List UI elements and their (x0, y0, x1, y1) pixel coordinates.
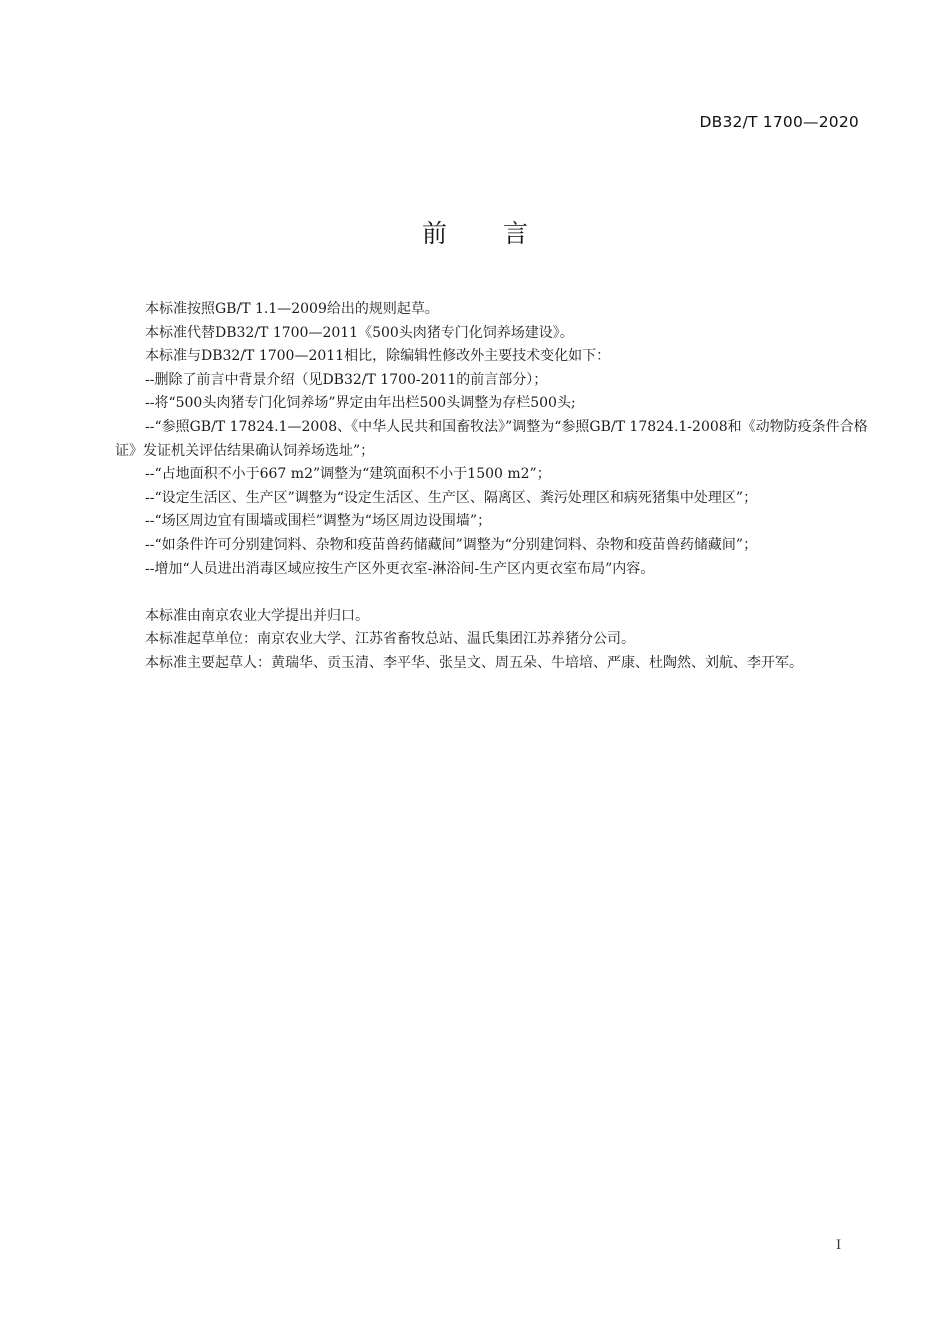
page-title (0, 214, 950, 250)
change-item: --删除了前言中背景介绍（见DB32/T 1700-2011的前言部分）； (145, 371, 548, 388)
title-char-1: 前 (421, 219, 447, 248)
paragraph-drafting-rules: 本标准按照GB/T 1.1—2009给出的规则起草。 (145, 301, 439, 317)
paragraph-changes-intro: 本标准与DB32/T 1700—2011相比，除编辑性修改外主要技术变化如下： (145, 348, 611, 365)
paragraph-drafters: 本标准主要起草人：黄瑞华、贡玉清、李平华、张呈文、周五朵、牛培培、严康、杜陶然、刘航、李开军。 (145, 654, 803, 671)
change-item: --“场区周边宜有围墙或围栏”调整为“场区周边设围墙”； (145, 513, 492, 530)
standard-code: DB32/T 1700—2020 (699, 113, 859, 131)
foreword-body (115, 298, 875, 676)
change-item: --增加“人员进出消毒区域应按生产区外更衣室-淋浴间-生产区内更衣室布局”内容。 (145, 560, 655, 577)
change-item: --“参照GB/T 17824.1—2008、《中华人民共和国畜牧法》”调整为“参照GB/T 17824.1-2008和《动物防疫条件合格证》发证机关评估结果确认饲养场选址”； (115, 418, 868, 459)
change-item: --将“500头肉猪专门化饲养场”界定由年出栏500头调整为存栏500头; (145, 395, 576, 412)
page-number: I (836, 1238, 842, 1253)
paragraph-spacer (115, 581, 875, 605)
change-item: --“占地面积不小于667 m2”调整为“建筑面积不小于1500 m2”； (145, 466, 551, 483)
title-char-2: 言 (503, 219, 529, 248)
paragraph-replaces: 本标准代替DB32/T 1700—2011《500头肉猪专门化饲养场建设》。 (145, 324, 574, 341)
change-item: --“设定生活区、生产区”调整为“设定生活区、生产区、隔离区、粪污处理区和病死猪集中处理区”； (145, 489, 758, 506)
paragraph-proposer: 本标准由南京农业大学提出并归口。 (145, 607, 369, 624)
change-item: --“如条件许可分别建饲料、杂物和疫苗兽药储藏间”调整为“分别建饲料、杂物和疫苗兽药储藏间”； (145, 536, 758, 553)
paragraph-drafting-units: 本标准起草单位：南京农业大学、江苏省畜牧总站、温氏集团江苏养猪分公司。 (145, 631, 635, 648)
